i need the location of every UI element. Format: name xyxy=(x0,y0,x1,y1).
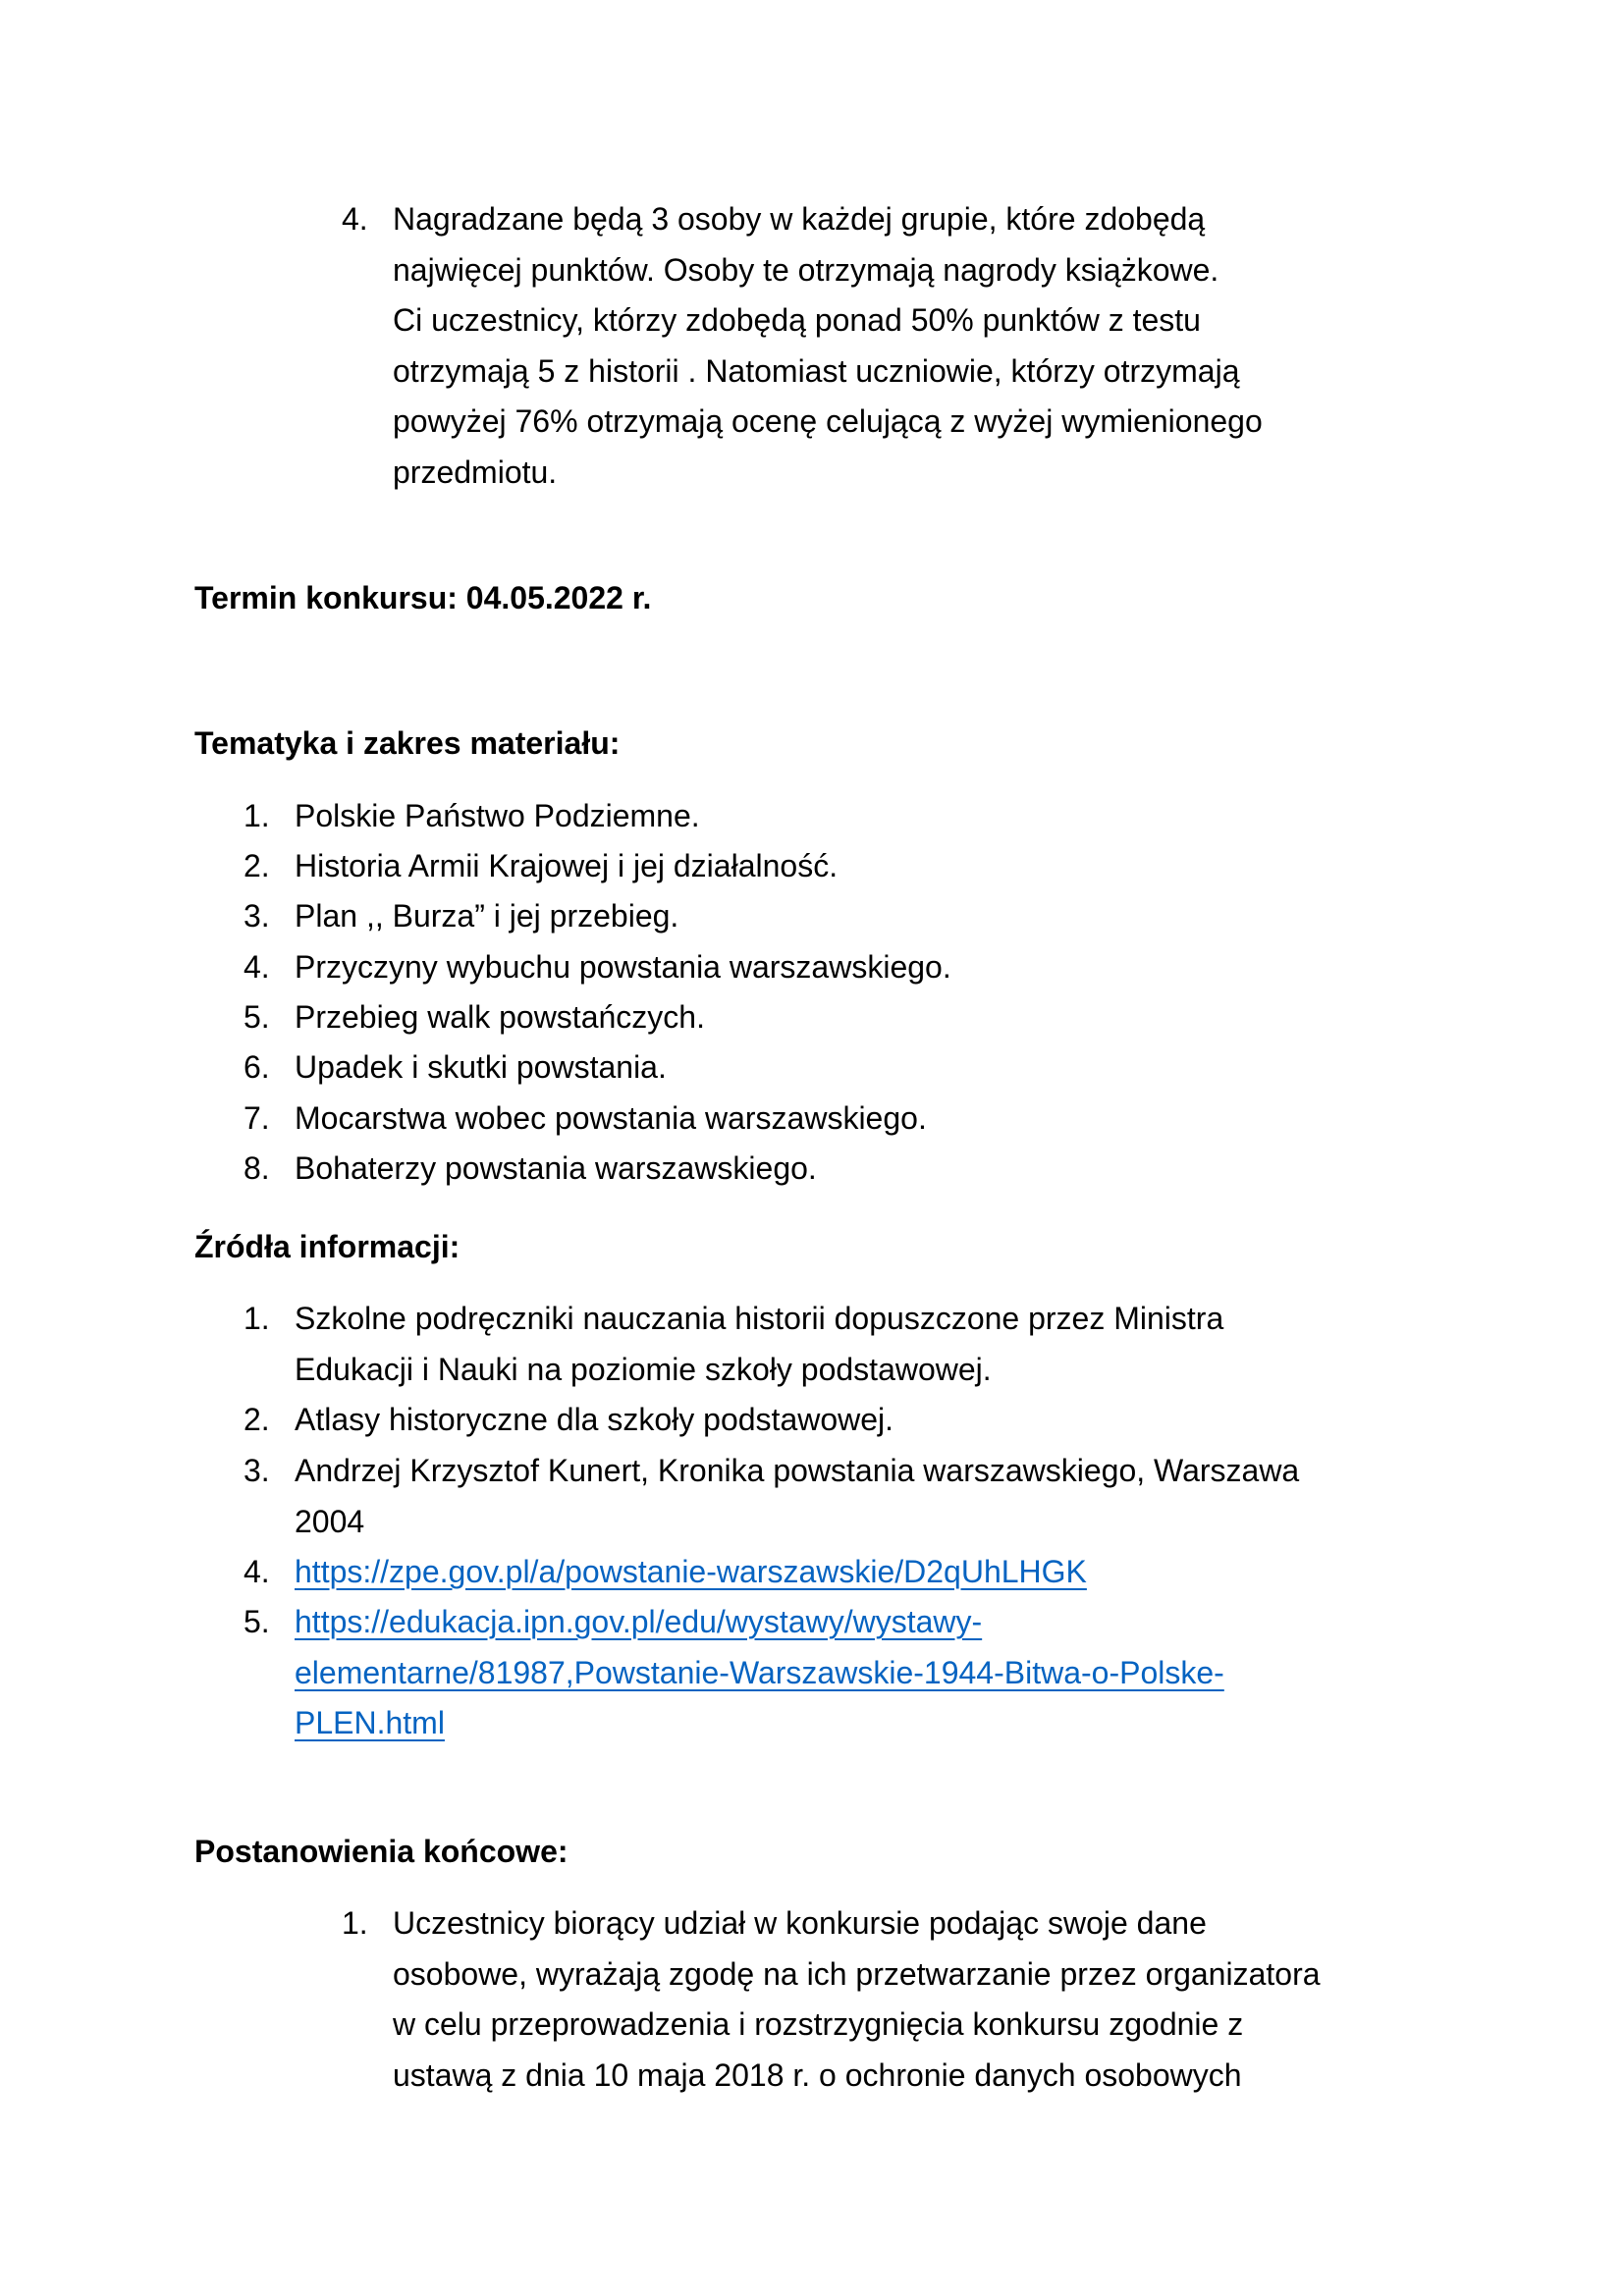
tematyka-item-4 xyxy=(244,942,1520,993)
ipn-link[interactable]: PLEN.html xyxy=(295,1705,445,1740)
list-number: 3. xyxy=(244,1453,270,1488)
tematyka-item-8 xyxy=(244,1144,1520,1195)
text-line: najwięcej punktów. Osoby te otrzymają nagrody książkowe. xyxy=(393,251,1219,288)
text-line: przedmiotu. xyxy=(393,454,558,490)
list-item-text xyxy=(295,1597,1224,1749)
list-item-text xyxy=(295,1094,927,1145)
list-number: 1. xyxy=(342,1905,368,1941)
list-item-text xyxy=(295,891,678,942)
text-line: Ci uczestnicy, którzy zdobędą ponad 50% punktów z testu xyxy=(393,302,1201,338)
list-number: 1. xyxy=(244,1301,270,1336)
text-line: Edukacji i Nauki na poziomie szkoły podstawowej. xyxy=(295,1351,992,1387)
tematyka-heading: Tematyka i zakres materiału: xyxy=(194,725,621,761)
list-number: 5. xyxy=(244,999,270,1035)
list-number: 7. xyxy=(244,1100,270,1136)
tematyka-item-5 xyxy=(244,992,1520,1043)
tematyka-item-2 xyxy=(244,841,1520,892)
text-line: Plan ,, Burza” i jej przebieg. xyxy=(295,898,679,934)
list-item-text xyxy=(295,1446,1299,1547)
list-item-text xyxy=(295,1294,1223,1395)
text-line: Andrzej Krzysztof Kunert, Kronika powstania warszawskiego, Warszawa xyxy=(295,1453,1300,1488)
termin-heading: Termin konkursu: 04.05.2022 r. xyxy=(194,580,652,615)
text-line: Przyczyny wybuchu powstania warszawskiego. xyxy=(295,949,951,985)
text-line: 2004 xyxy=(295,1503,365,1539)
list-number: 6. xyxy=(244,1049,270,1085)
text-line: Nagradzane będą 3 osoby w każdej grupie, które zdobędą xyxy=(393,201,1206,237)
list-number: 8. xyxy=(244,1150,270,1186)
zrodla-item-3 xyxy=(244,1446,1520,1548)
text-line: otrzymają 5 z historii . Natomiast uczniowie, którzy otrzymają xyxy=(393,352,1240,389)
list-item-text xyxy=(295,791,700,842)
text-line: Bohaterzy powstania warszawskiego. xyxy=(295,1150,817,1186)
postanowienia-heading: Postanowienia końcowe: xyxy=(194,1834,568,1869)
list-number: 1. xyxy=(244,798,270,833)
text-line: osobowe, wyrażają zgodę na ich przetwarzanie przez organizatora xyxy=(393,1955,1321,1992)
list-number: 2. xyxy=(244,1402,270,1437)
text-line: Szkolne podręczniki nauczania historii dopuszczone przez Ministra xyxy=(295,1301,1224,1336)
postanowienia-item-1 xyxy=(342,1898,1520,2105)
text-line: w celu przeprowadzenia i rozstrzygnięcia konkursu zgodnie z xyxy=(393,2006,1244,2042)
tematyka-item-6 xyxy=(244,1042,1520,1094)
text-line: Uczestnicy biorący udział w konkursie podając swoje dane xyxy=(393,1905,1207,1941)
list-item-text xyxy=(295,1042,667,1094)
list-item-text xyxy=(393,194,1263,498)
zrodla-item-4 xyxy=(244,1547,1520,1598)
text-line: Przebieg walk powstańczych. xyxy=(295,999,705,1035)
ipn-link[interactable]: https://edukacja.ipn.gov.pl/edu/wystawy/wystawy- xyxy=(295,1604,983,1639)
text-line: Atlasy historyczne dla szkoły podstawowej. xyxy=(295,1402,894,1437)
ipn-link[interactable]: elementarne/81987,Powstanie-Warszawskie-1944-Bitwa-o-Polske- xyxy=(295,1654,1224,1690)
text-line: ustawą z dnia 10 maja 2018 r. o ochronie danych osobowych xyxy=(393,2056,1242,2093)
list-item-text xyxy=(295,992,705,1043)
list-item-text xyxy=(295,1547,1087,1598)
list-number: 4. xyxy=(244,949,270,985)
zrodla-heading: Źródła informacji: xyxy=(194,1229,460,1264)
list-number: 2. xyxy=(244,848,270,883)
list-number: 4. xyxy=(342,201,368,237)
zpe-link[interactable]: https://zpe.gov.pl/a/powstanie-warszawskie/D2qUhLHGK xyxy=(295,1554,1087,1589)
list-number: 3. xyxy=(244,898,270,934)
list-item-text xyxy=(295,1395,893,1446)
tematyka-item-7 xyxy=(244,1094,1520,1145)
text-line: Upadek i skutki powstania. xyxy=(295,1049,667,1085)
zrodla-item-5 xyxy=(244,1597,1520,1750)
text-line: Polskie Państwo Podziemne. xyxy=(295,798,700,833)
intro-list-item-4 xyxy=(342,194,1520,508)
tematyka-item-1 xyxy=(244,791,1520,842)
tematyka-item-3 xyxy=(244,891,1520,942)
list-item-text xyxy=(295,1144,817,1195)
list-item-text xyxy=(295,841,838,892)
text-line: powyżej 76% otrzymają ocenę celującą z wyżej wymienionego xyxy=(393,403,1263,439)
zrodla-item-1 xyxy=(244,1294,1520,1396)
text-line: Mocarstwa wobec powstania warszawskiego. xyxy=(295,1100,927,1136)
list-number: 4. xyxy=(244,1554,270,1589)
list-number: 5. xyxy=(244,1604,270,1639)
zrodla-item-2 xyxy=(244,1395,1520,1446)
list-item-text xyxy=(393,1898,1321,2101)
list-item-text xyxy=(295,942,951,993)
text-line: Historia Armii Krajowej i jej działalność. xyxy=(295,848,839,883)
